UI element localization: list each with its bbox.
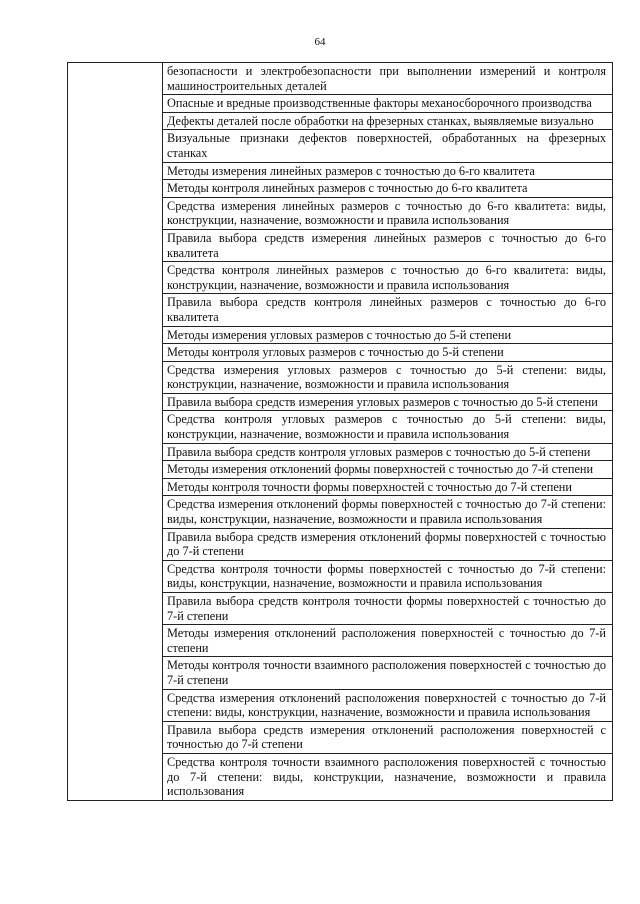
table-cell [163, 262, 613, 294]
table-cell [163, 461, 613, 479]
cell-text: Средства контроля точности взаимного расположения поверхностей с точностью до 7-й степени: виды, конструкции, назначение, возможности и правила использования [167, 754, 606, 799]
cell-text: Дефекты деталей после обработки на фрезерных станках, выявляемые визуально [167, 113, 594, 128]
table-cell [163, 180, 613, 198]
cell-text: Средства контроля линейных размеров с точностью до 6-го квалитета: виды, конструкции, назначение, возможности и правила использования [167, 263, 606, 292]
cell-text: Методы контроля угловых размеров с точностью до 5-й степени [167, 345, 504, 360]
cell-text: Методы измерения отклонений расположения поверхностей с точностью до 7-й степени [167, 626, 606, 655]
cell-text: Правила выбора средств измерения угловых размеров с точностью до 5-й степени [167, 394, 598, 409]
cell-text: Средства измерения угловых размеров с точностью до 5-й степени: виды, конструкции, назначение, возможности и правила использования [167, 362, 606, 392]
table-left-column-cell [68, 63, 163, 801]
table-cell [163, 528, 613, 560]
table-row [68, 63, 613, 95]
cell-text: Правила выбора средств измерения линейных размеров с точностью до 6-го квалитета [167, 230, 606, 260]
table-cell [163, 344, 613, 362]
cell-text: Методы контроля точности формы поверхностей с точностью до 7-й степени [167, 479, 572, 494]
table-cell [163, 361, 613, 393]
cell-text: Методы измерения отклонений формы поверхностей с точностью до 7-й степени [167, 462, 594, 477]
cell-text: Средства измерения отклонений формы поверхностей с точностью до 7-й степени: виды, конструкции, назначение, возможности и правила использования [167, 497, 606, 527]
table-cell [163, 721, 613, 753]
table-cell [163, 657, 613, 689]
table-cell [163, 689, 613, 721]
cell-text: Средства контроля угловых размеров с точностью до 5-й степени: виды, конструкции, назначение, возможности и правила использования [167, 412, 606, 442]
table-cell [163, 95, 613, 113]
requirements-table [67, 62, 613, 801]
table-cell [163, 478, 613, 496]
cell-text: Методы контроля точности взаимного расположения поверхностей с точностью до 7-й степени [167, 658, 606, 687]
table-cell [163, 197, 613, 229]
table-cell [163, 496, 613, 528]
table-cell [163, 130, 613, 162]
table-cell [163, 63, 613, 95]
table-cell [163, 753, 613, 800]
table-cell [163, 560, 613, 592]
table-cell [163, 112, 613, 130]
cell-text: Правила выбора средств измерения отклонений формы поверхностей с точностью до 7-й степени [167, 529, 606, 559]
cell-text: Правила выбора средств контроля угловых размеров с точностью до 5-й степени [167, 444, 591, 459]
cell-text: Методы измерения линейных размеров с точностью до 6-го квалитета [167, 163, 535, 178]
table-cell [163, 593, 613, 625]
table-cell [163, 393, 613, 411]
cell-text: Правила выбора средств измерения отклонений расположения поверхностей с точностью до 7-й степени [167, 722, 606, 752]
cell-text: Средства измерения отклонений расположения поверхностей с точностью до 7-й степени: виды, конструкции, назначение, возможности и правила использования [167, 690, 606, 720]
table-cell [163, 162, 613, 180]
cell-text: Визуальные признаки дефектов поверхностей, обработанных на фрезерных станках [167, 131, 606, 160]
table-cell [163, 411, 613, 443]
cell-text: Средства измерения линейных размеров с точностью до 6-го квалитета: виды, конструкции, назначение, возможности и правила использования [167, 198, 606, 228]
table-cell [163, 625, 613, 657]
requirements-table-body [68, 63, 613, 801]
table-cell [163, 443, 613, 461]
cell-text: Средства контроля точности формы поверхностей с точностью до 7-й степени: виды, конструкции, назначение, возможности и правила использования [167, 561, 606, 591]
table-cell [163, 326, 613, 344]
cell-text: Правила выбора средств контроля точности формы поверхностей с точностью до 7-й степени [167, 594, 606, 623]
page-number: 64 [314, 36, 326, 48]
cell-text: Опасные и вредные производственные факторы механосборочного производства [167, 96, 592, 111]
cell-text: безопасности и электробезопасности при выполнении измерений и контроля машиностроительных деталей [167, 64, 606, 93]
table-cell [163, 294, 613, 326]
cell-text: Методы измерения угловых размеров с точностью до 5-й степени [167, 327, 512, 342]
cell-text: Методы контроля линейных размеров с точностью до 6-го квалитета [167, 181, 528, 196]
table-cell [163, 229, 613, 261]
cell-text: Правила выбора средств контроля линейных размеров с точностью до 6-го квалитета [167, 295, 606, 324]
